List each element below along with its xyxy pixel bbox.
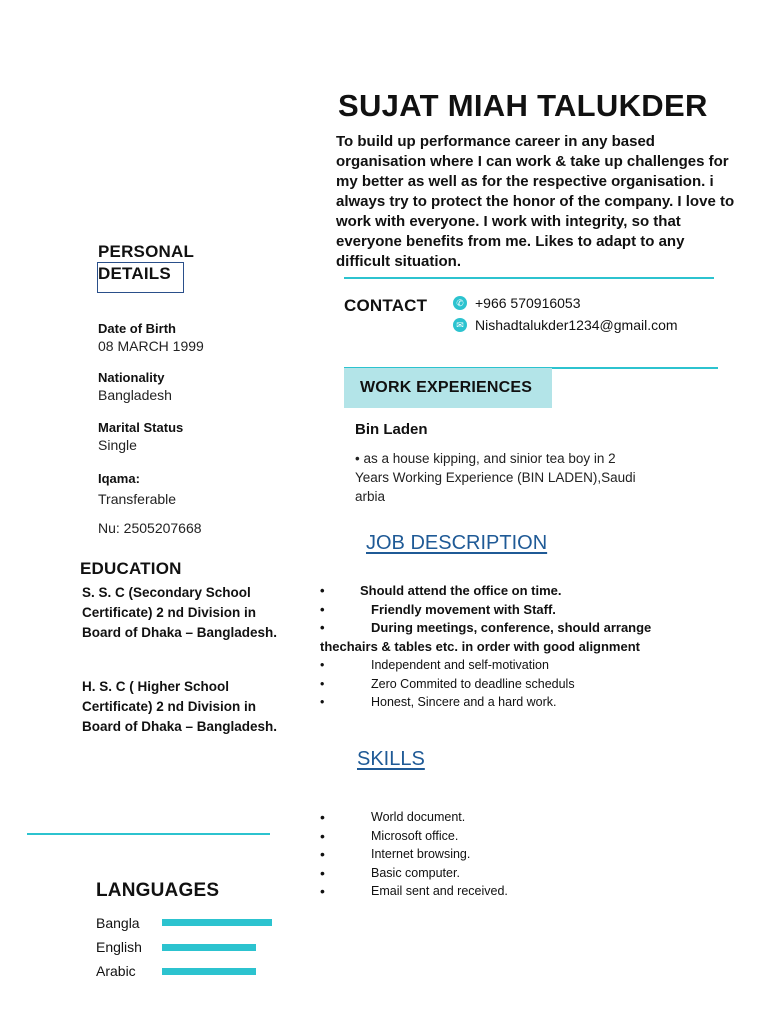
language-name: Arabic	[96, 963, 136, 979]
language-level-bar	[162, 944, 256, 951]
languages-list	[96, 910, 276, 983]
list-item	[320, 619, 710, 638]
job-description-heading: JOB DESCRIPTION	[366, 532, 548, 554]
list-item	[320, 882, 620, 901]
education-item: S. S. C (Secondary School Certificate) 2 nd Division in Board of Dhaka – Bangladesh.	[82, 585, 278, 640]
list-item	[320, 656, 710, 675]
list-item-text: Friendly movement with Staff.	[371, 601, 556, 617]
work-description	[355, 449, 636, 506]
list-item-text: thechairs & tables etc. in order with good alignment	[320, 638, 640, 654]
list-item-text: World document.	[371, 810, 466, 824]
bullet: •	[320, 864, 325, 881]
list-item-text: Internet browsing.	[371, 847, 471, 861]
list-item-text: Email sent and received.	[371, 884, 508, 898]
language-name: English	[96, 939, 142, 955]
education-heading: EDUCATION	[80, 559, 182, 578]
list-item	[320, 845, 620, 864]
work-description-line: • as a house kipping, and sinior tea boy in 2	[355, 451, 616, 466]
list-item	[320, 675, 710, 694]
mail-icon: ✉	[453, 318, 467, 332]
email-address: Nishadtalukder1234@gmail.com	[475, 317, 678, 333]
language-row	[96, 935, 276, 959]
bullet: •	[320, 695, 325, 709]
iqama-label: Iqama:	[98, 471, 140, 486]
list-item	[320, 601, 710, 620]
list-item-text: Microsoft office.	[371, 828, 459, 843]
list-item-text: During meetings, conference, should arrange	[371, 620, 652, 635]
list-item-text: Independent and self-motivation	[371, 658, 549, 672]
work-description-line: arbia	[355, 489, 386, 504]
bullet: •	[320, 809, 325, 825]
skills-heading: SKILLS	[357, 748, 425, 770]
work-heading: WORK EXPERIENCES	[360, 379, 533, 396]
marital-label: Marital Status	[98, 420, 184, 435]
bullet: •	[320, 676, 325, 691]
bullet: •	[320, 883, 325, 899]
phone-number: +966 570916053	[475, 295, 581, 311]
language-level-bar	[162, 919, 272, 926]
personal-heading-line2: DETAILS	[98, 264, 171, 283]
nationality-value: Bangladesh	[98, 387, 172, 403]
languages-heading: LANGUAGES	[96, 880, 220, 901]
language-row	[96, 959, 276, 983]
job-description-list	[320, 582, 710, 712]
list-item	[320, 693, 710, 712]
list-item-text: Should attend the office on time.	[360, 583, 562, 598]
language-row	[96, 910, 276, 935]
contact-email	[453, 317, 678, 333]
divider-line	[27, 833, 270, 835]
dob-label: Date of Birth	[98, 321, 176, 336]
contact-heading: CONTACT	[344, 296, 428, 315]
iqama-value: Transferable	[98, 491, 177, 507]
personal-heading-line1: PERSONAL	[98, 242, 195, 261]
list-item	[320, 808, 620, 827]
bullet: •	[320, 601, 325, 617]
contact-phone	[453, 295, 581, 311]
work-heading-band	[344, 368, 552, 408]
marital-value: Single	[98, 437, 137, 453]
list-item-text: Honest, Sincere and a hard work.	[371, 695, 557, 709]
list-item-text: Basic computer.	[371, 865, 460, 880]
dob-value: 08 MARCH 1999	[98, 338, 204, 354]
work-description-line: Years Working Experience (BIN LADEN),Saudi	[355, 470, 636, 485]
nationality-label: Nationality	[98, 370, 165, 385]
bullet: •	[320, 827, 325, 844]
list-item-continuation	[320, 638, 710, 657]
language-level-bar	[162, 968, 256, 975]
list-item	[320, 827, 620, 846]
language-name: Bangla	[96, 914, 140, 931]
education-item: H. S. C ( Higher School Certificate) 2 nd Division in Board of Dhaka – Bangladesh.	[82, 679, 278, 734]
candidate-name: SUJAT MIAH TALUKDER	[338, 88, 708, 123]
career-objective: To build up performance career in any based organisation where I can work & take up challenges for my better as well as for the respective organisation. i always try to protect the honor of the company. I love to work with everyone. I work with integrity, so that everyone benefits from me. Likes to adapt to any difficult situation.	[336, 133, 735, 270]
phone-icon: ✆	[453, 296, 467, 310]
company-name: Bin Laden	[355, 421, 428, 438]
list-item-text: Zero Commited to deadline scheduls	[371, 676, 575, 691]
bullet: •	[320, 658, 325, 672]
divider-line	[344, 277, 714, 279]
bullet: •	[320, 846, 325, 862]
bullet: •	[320, 620, 325, 635]
list-item	[320, 582, 710, 601]
list-item	[320, 864, 620, 883]
skills-list	[320, 808, 620, 901]
nu-number: Nu: 2505207668	[98, 520, 202, 536]
bullet: •	[320, 583, 325, 598]
